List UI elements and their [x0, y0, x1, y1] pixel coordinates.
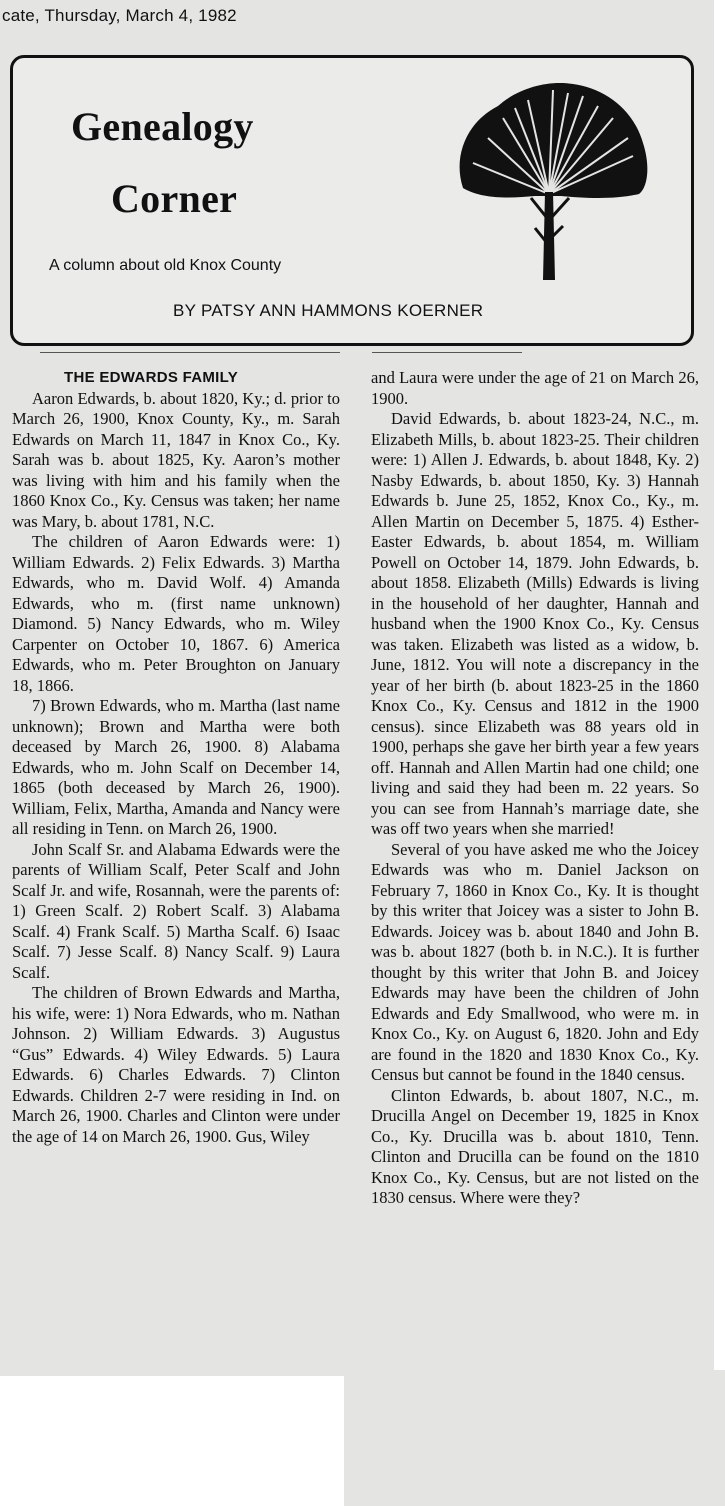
- paragraph: The children of Brown Edwards and Martha, his wife, were: 1) Nora Edwards, who m. Nathan Johnson. 2) William Edwards. 3) Augustus “Gus” Edwards. 4) Wiley Edwards. 5) Laura Edwards. 6) Charles Edwards. 7) Clinton Edwards. Children 2-7 were residing in Ind. on March 26, 1900. Charles and Clinton were under the age of 14 on March 26, 1900. Gus, Wiley: [12, 983, 340, 1146]
- article-heading: THE EDWARDS FAMILY: [64, 369, 239, 386]
- paragraph: The children of Aaron Edwards were: 1) William Edwards. 2) Felix Edwards. 3) Martha Edwards, who m. David Wolf. 4) Amanda Edwards, who m. (first name unknown) Diamond. 5) Nancy Edwards, who m. Wiley Carpenter on October 10, 1867. 6) America Edwards, who m. Peter Broughton on January 18, 1866.: [12, 532, 340, 695]
- column-header: [10, 55, 694, 346]
- column-rule-left: [40, 352, 340, 353]
- paragraph: David Edwards, b. about 1823-24, N.C., m. Elizabeth Mills, b. about 1823-25. Their children were: 1) Allen J. Edwards, b. about 1848, Ky. 2) Nasby Edwards, b. about 1850, Ky. 3) Hannah Edwards b. June 25, 1852, Knox Co., Ky., m. Allen Martin on December 5, 1875. 4) Esther-Easter Edwards, b. about 1854, m. William Powell on October 14, 1879. John Edwards, b. about 1858. Elizabeth (Mills) Edwards is living in the household of her daughter, Hannah and husband when the 1900 Knox Co., Ky. Census was taken. Elizabeth was listed as a widow, b. June, 1812. You will note a discrepancy in the year of her birth (b. about 1823-25 in the 1860 Knox Co., Ky. Census and 1812 in the 1900 census). since Elizabeth was 88 years old in 1900, perhaps she gave her birth year a few years off. Hannah and Allen Martin had one child; one living and said they had been m. 22 years. So you can see from Hannah’s marriage date, she was off two years when she married!: [371, 409, 699, 838]
- header-byline: BY PATSY ANN HAMMONS KOERNER: [173, 301, 484, 320]
- header-title-line2: Corner: [111, 176, 238, 221]
- article-right-column: [371, 368, 699, 1209]
- paragraph: Clinton Edwards, b. about 1807, N.C., m. Drucilla Angel on December 19, 1825 in Knox Co., Ky. Drucilla was b. about 1810, Tenn. Clinton and Drucilla can be found on the 1810 Knox Co., Ky. Census, but are not listed on the 1830 census. Where were they?: [371, 1085, 699, 1207]
- paragraph: Aaron Edwards, b. about 1820, Ky.; d. prior to March 26, 1900, Knox County, Ky., m. Sarah Edwards on March 11, 1847 in Knox Co., Ky. Sarah was b. about 1825, Ky. Aaron’s mother was living with him and his family when the 1860 Knox Co., Ky. Census was taken; her name was Mary, b. about 1781, N.C.: [12, 388, 340, 531]
- tree-icon: [443, 68, 653, 288]
- paragraph-continuation: and Laura were under the age of 21 on March 26, 1900.: [371, 368, 699, 408]
- column-rule-right: [372, 352, 522, 353]
- paragraph: John Scalf Sr. and Alabama Edwards were the parents of William Scalf, Peter Scalf and John Scalf Jr. and wife, Rosannah, were the parents of: 1) Green Scalf. 2) Robert Scalf. 3) Alabama Scalf. 4) Frank Scalf. 5) Martha Scalf. 6) Isaac Scalf. 7) Jesse Scalf. 8) Nancy Scalf. 9) Laura Scalf.: [12, 839, 340, 982]
- paragraph: 7) Brown Edwards, who m. Martha (last name unknown); Brown and Martha were both deceased by March 26, 1900. 8) Alabama Edwards, who m. John Scalf on December 14, 1865 (both deceased by March 26, 1900). William, Felix, Martha, Amanda and Nancy were all residing in Tenn. on March 26, 1900.: [12, 696, 340, 838]
- header-title-line1: Genealogy: [71, 104, 254, 149]
- paragraph: Several of you have asked me who the Joicey Edwards was who m. Daniel Jackson on February 7, 1860 in Knox Co., Ky. It is thought by this writer that Joicey was a sister to John B. Edwards. Joicey was b. about 1840 and John B. was b. about 1827 (both b. in N.C.). It is further thought by this writer that John B. and Joicey Edwards may have been the children of John Edwards and Edy Smallwood, who were m. in Knox Co., Ky. on August 6, 1820. John and Edy are found in the 1820 and 1830 Knox Co., Ky. Census but cannot be found in the 1840 census.: [371, 839, 699, 1084]
- article-left-column: [12, 368, 340, 1147]
- paper-background-tail: [344, 1370, 725, 1506]
- header-subtitle: A column about old Knox County: [49, 257, 282, 274]
- dateline: cate, Thursday, March 4, 1982: [2, 6, 237, 25]
